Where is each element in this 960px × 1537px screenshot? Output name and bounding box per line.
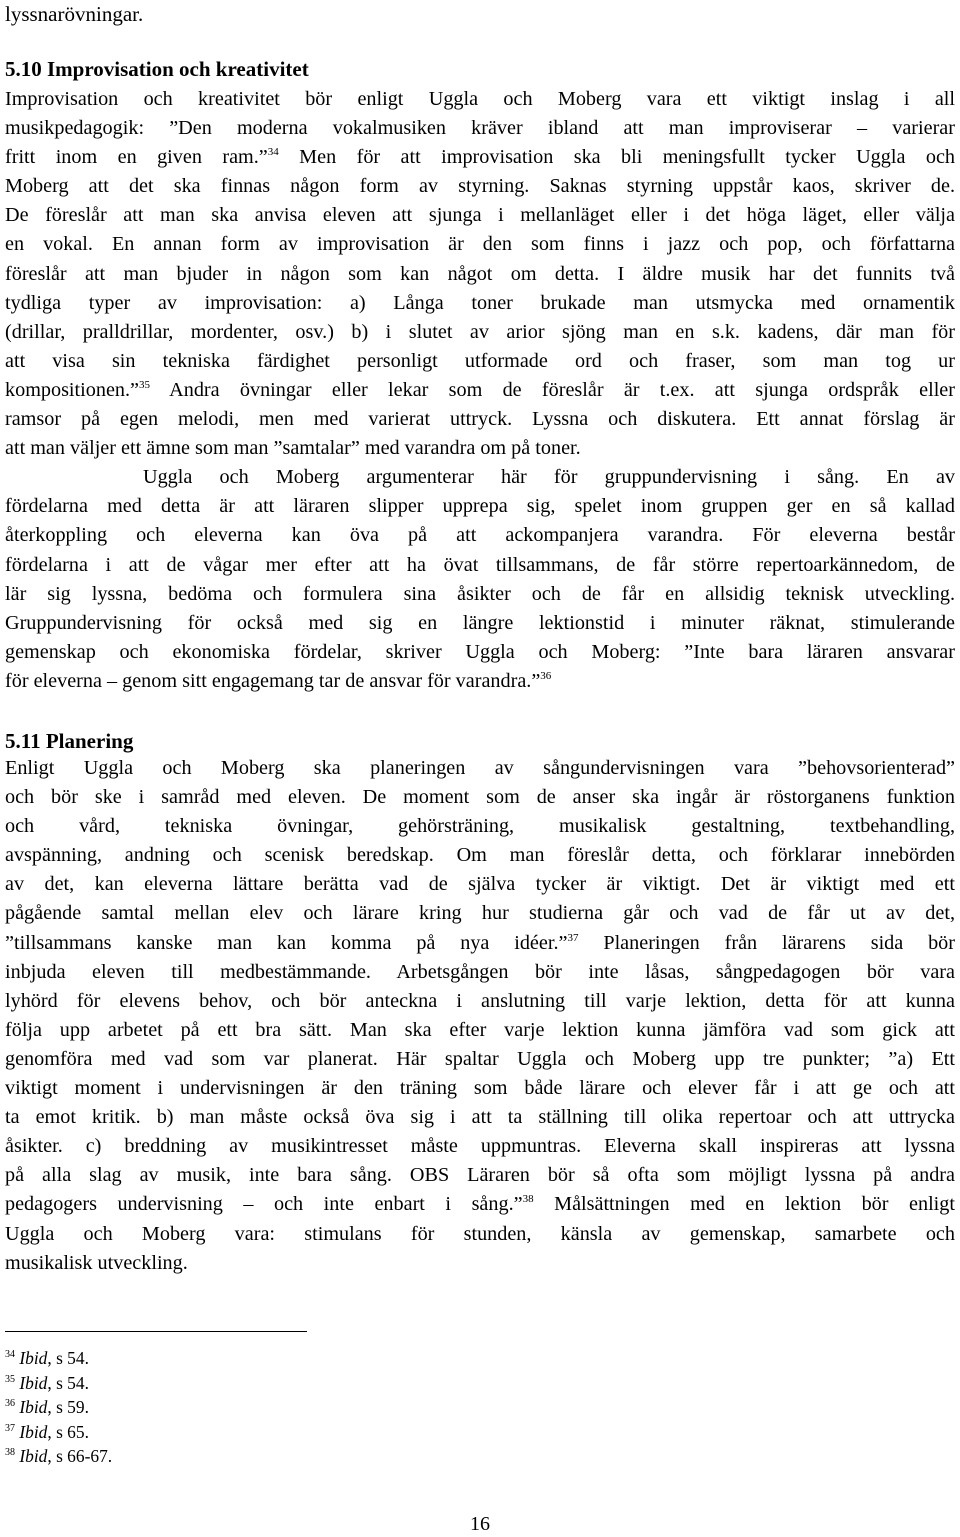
paragraph-line <box>5 143 955 172</box>
line-text: Gruppundervisning för också med sig en längre lektionstid i minuter räknat, stimulerande <box>5 611 955 634</box>
line-text-continued: Planeringen från lärarens sida bör <box>578 931 955 954</box>
line-text: en vokal. En annan form av improvisation är den som finns i jazz och pop, och författarna <box>5 233 955 256</box>
paragraph-line <box>5 754 955 783</box>
footnote-page: , s 54. <box>47 1348 89 1368</box>
paragraph-line <box>5 899 955 928</box>
paragraph-line <box>5 376 955 405</box>
paragraph-line <box>5 609 955 638</box>
paragraph-line <box>5 958 955 987</box>
footnote <box>5 1420 112 1445</box>
paragraph-line <box>5 1016 955 1045</box>
line-text: gemenskap och ekonomiska fördelar, skriver Uggla och Moberg: ”Inte bara läraren ansvarar <box>5 640 955 663</box>
paragraph-line <box>5 667 955 696</box>
line-text: lyhörd för elevens behov, och bör anteckna i anslutning till varje lektion, detta för att kunna <box>5 989 955 1012</box>
footnote <box>5 1444 112 1469</box>
paragraph-line <box>5 638 955 667</box>
footnote-source: Ibid <box>19 1397 48 1418</box>
footnote-separator <box>5 1331 307 1332</box>
paragraph-line <box>5 492 955 521</box>
line-text: fördelarna med detta är att läraren slipper upprepa sig, spelet inom gruppen ger en så kallad <box>5 495 955 518</box>
footnote-source: Ibid <box>19 1421 48 1442</box>
paragraph-line <box>5 85 955 114</box>
line-text: kompositionen.” <box>5 378 140 401</box>
footnote <box>5 1395 112 1420</box>
line-text: åsikter. c) breddning av musikintresset måste uppmuntras. Eleverna skall inspireras att lyssna <box>5 1135 955 1158</box>
paragraph-line <box>5 172 955 201</box>
line-text: pedagogers undervisning – och inte enbart i sång.” <box>5 1193 523 1216</box>
paragraph-line <box>5 1161 955 1190</box>
line-text: ramsor på egen melodi, men med varierat uttryck. Lyssna och diskutera. Ett annat förslag är <box>5 408 955 431</box>
footnote-page: , s 59. <box>47 1397 89 1418</box>
line-text-continued: Målsättningen med en lektion bör enligt <box>533 1193 955 1216</box>
paragraph-line <box>5 1220 955 1249</box>
line-text: för eleverna – genom sitt engagemang tar de ansvar för varandra.” <box>5 669 541 692</box>
paragraph-line <box>5 1074 955 1103</box>
footnote-ref: 35 <box>139 378 151 391</box>
line-text: avspänning, andning och scenisk beredskap. Om man föreslår detta, och förklarar innebörden <box>5 844 955 867</box>
line-text: föreslår att man bjuder in någon som kan något om detta. I äldre musik har det funnits två <box>5 262 955 285</box>
paragraph-line <box>5 551 955 580</box>
footnote-source: Ibid <box>19 1372 48 1393</box>
line-text: musikalisk utveckling. <box>5 1251 188 1274</box>
line-text-continued: Andra övningar eller lekar som de föreslår är t.ex. att sjunga ordspråk eller <box>150 378 955 401</box>
section-heading-planering: 5.11 Planering <box>5 729 134 753</box>
line-text: (drillar, pralldrillar, mordenter, osv.) b) i slutet av arior sjöng man en s.k. kadens, där man för <box>5 320 955 343</box>
footnote <box>5 1371 112 1396</box>
footnote-source: Ibid <box>19 1348 48 1368</box>
paragraph-line <box>5 1249 955 1278</box>
line-text: av det, kan eleverna lättare berätta vad de själva tycker är viktigt. Det är viktigt med ett <box>5 873 955 896</box>
paragraph-line <box>5 812 955 841</box>
paragraph-line <box>5 1132 955 1161</box>
paragraph-line <box>5 114 955 143</box>
paragraph-line <box>5 289 955 318</box>
section-body-improvisation <box>5 85 955 696</box>
paragraph-line <box>5 580 955 609</box>
line-text: att visa sin tekniska färdighet personligt utformade ord och fraser, som man tog ur <box>5 349 955 372</box>
line-text: följa upp arbetet på ett bra sätt. Man ska efter varje lektion kunna jämföra vad som gick att <box>5 1018 955 1041</box>
footnote-ref: 36 <box>540 669 552 682</box>
footnote-ref: 38 <box>522 1193 534 1206</box>
footnote-source: Ibid <box>19 1446 48 1467</box>
line-text: inbjuda eleven till medbestämmande. Arbetsgången bör inte låsas, sångpedagogen bör vara <box>5 960 955 983</box>
line-text: fritt inom en given ram.” <box>5 146 268 169</box>
footnote-number: 37 <box>5 1422 15 1434</box>
line-text: pågående samtal mellan elev och lärare kring hur studierna går och vad de får ut av det, <box>5 902 955 925</box>
footnote-page: , s 65. <box>47 1421 89 1442</box>
footnote-number: 38 <box>5 1447 15 1459</box>
line-text: fördelarna i att de vågar mer efter att ha övat tillsammans, de får större repertoarkännedom, de <box>5 553 955 576</box>
footnote <box>5 1346 112 1371</box>
line-text: Uggla och Moberg vara: stimulans för stunden, känsla av gemenskap, samarbete och <box>5 1222 955 1245</box>
paragraph-line <box>5 783 955 812</box>
section-heading-improvisation: 5.10 Improvisation och kreativitet <box>5 57 309 81</box>
line-text: musikpedagogik: ”Den moderna vokalmusiken kräver ibland att man improviserar – varierar <box>5 117 955 140</box>
paragraph-line <box>5 870 955 899</box>
line-text: och vård, tekniska övningar, gehörsträning, musikalisk gestaltning, textbehandling, <box>5 815 955 838</box>
footnote-ref: 34 <box>267 146 279 159</box>
paragraph-line <box>5 230 955 259</box>
line-text: Uggla och Moberg argumenterar här för gruppundervisning i sång. En av <box>143 466 955 489</box>
line-text: De föreslår att man ska anvisa eleven att sjunga i mellanläget eller i det höga läget, eller välja <box>5 204 955 227</box>
paragraph-line <box>5 841 955 870</box>
paragraph-line <box>5 405 955 434</box>
paragraph-line <box>5 463 955 492</box>
paragraph-line <box>5 1103 955 1132</box>
footnote-ref: 37 <box>567 931 579 944</box>
line-text: Improvisation och kreativitet bör enligt Uggla och Moberg vara ett viktigt inslag i all <box>5 88 955 110</box>
line-text: lär sig lyssna, bedöma och formulera sina åsikter och de får en allsidig teknisk utveckling. <box>5 582 955 605</box>
line-text: Moberg att det ska finnas någon form av styrning. Saknas styrning uppstår kaos, skriver de. <box>5 175 955 198</box>
footnote-number: 36 <box>5 1398 15 1410</box>
footnote-number: 35 <box>5 1373 15 1385</box>
continued-text-line: lyssnarövningar. <box>5 2 144 26</box>
footnotes <box>5 1346 112 1469</box>
paragraph-line <box>5 521 955 550</box>
line-text: på alla slag av musik, inte bara sång. OBS Läraren bör så ofta som möjligt lyssna på andra <box>5 1164 955 1187</box>
paragraph-line <box>5 1045 955 1074</box>
section-body-planering <box>5 754 955 1278</box>
page-number: 16 <box>470 1513 490 1535</box>
line-text-continued: Men för att improvisation ska bli meningsfullt tycker Uggla och <box>278 146 955 169</box>
line-text: tydliga typer av improvisation: a) Långa toner brukade man utsmycka med ornamentik <box>5 291 955 314</box>
line-text: genomföra med vad som var planerat. Här spaltar Uggla och Moberg upp tre punkter; ”a) Ett <box>5 1047 955 1070</box>
line-text: ”tillsammans kanske man kan komma på nya idéer.” <box>5 931 568 954</box>
footnote-page: , s 66-67. <box>47 1446 113 1467</box>
line-text: att man väljer ett ämne som man ”samtalar” med varandra om på toner. <box>5 437 581 460</box>
paragraph-line <box>5 434 955 463</box>
paragraph-line <box>5 347 955 376</box>
paragraph-line <box>5 318 955 347</box>
line-text: och bör ske i samråd med eleven. De moment som de anser ska ingår är röstorganens funktion <box>5 786 955 809</box>
footnote-page: , s 54. <box>47 1372 89 1393</box>
line-text: viktigt moment i undervisningen är den träning som både lärare och elever får i att ge och att <box>5 1077 955 1100</box>
footnote-number: 34 <box>5 1349 15 1360</box>
paragraph-line <box>5 260 955 289</box>
paragraph-line <box>5 929 955 958</box>
line-text: ta emot kritik. b) man måste också öva sig i att ta ställning till olika repertoar och att uttrycka <box>5 1106 955 1129</box>
paragraph-line <box>5 1190 955 1219</box>
paragraph-line <box>5 987 955 1016</box>
paragraph-line <box>5 201 955 230</box>
line-text: återkoppling och eleverna kan öva på att ackompanjera varandra. För eleverna består <box>5 524 955 547</box>
line-text: Enligt Uggla och Moberg ska planeringen av sångundervisningen vara ”behovsorienterad” <box>5 757 955 779</box>
